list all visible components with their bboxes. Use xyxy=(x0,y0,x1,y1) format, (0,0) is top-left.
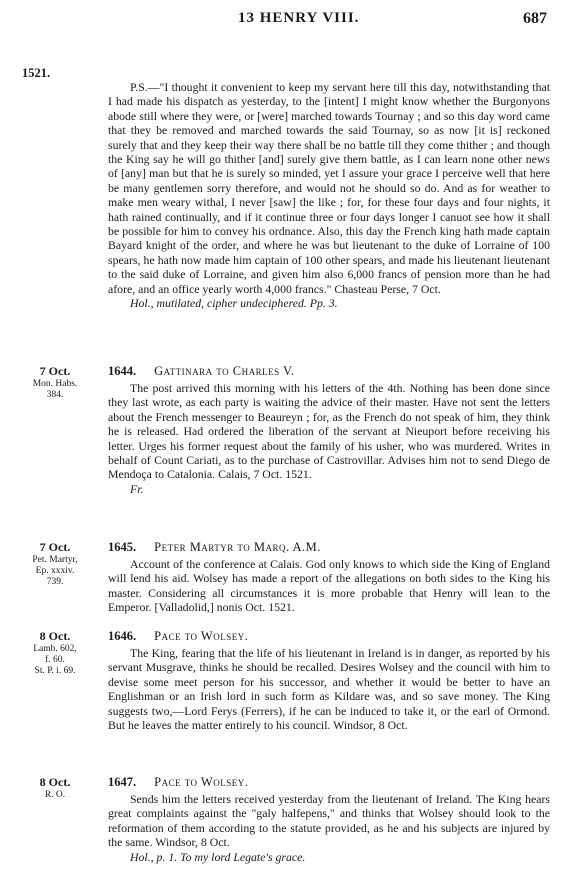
entry-date: 8 Oct. xyxy=(39,629,71,643)
entry-text: Account of the conference at Calais. God only knows to which side the King of England will lend his aid. Wolsey has made a report of the allegations on both sides to the King his master. Considering all circumstances it is more probable that Henry will lean to the Emperor. [Valladolid,] nonis Oct. 1521. xyxy=(108,557,550,615)
entry-1645-margin xyxy=(16,540,94,588)
entry-1645-body xyxy=(108,557,550,615)
entry-ref: Lamb. 602, xyxy=(33,644,77,654)
entry-text: Sends him the letters received yesterday from the lieutenant of Ireland. The King hears great complaints against the "galy halfepens," and thinks that Wolsey should look to the reformation of them according to the statute provided, as he and his subjects are injured by the same. Windsor, 8 Oct. xyxy=(108,792,550,850)
entry-date: 8 Oct. xyxy=(39,775,71,789)
entry-date: 7 Oct. xyxy=(39,364,71,378)
ps-text: P.S.—"I thought it convenient to keep my servant here till this day, notwithstanding that I had made his dispatch as yesterday, to the [intent] I might know whether the Burgonyons abode still where they were, or [were] marched towards Tournay ; and so this day word came that they be removed and marched towards the said Tournay, so as now [it is] reckoned surely that and they keep their way there shall be no battle till they come thither ; and though the King say he will go thither [and] surely give them battle, as I can learn none other news of [any] man but that he is surely so minded, yet I assure your grace I perceive well that here be many gentlemen sorry therefore, and would not he should so do. And as for weather to make men weary withal, I never [saw] the like ; for, for these four days and four nights, it hath rained continually, and if it continue three or four days longer I canuot see how it shall be possible for him to convey his ordnance. Also, this day the French king hath made captain Bayard knight of the order, and where he was but lieutenant to the duke of Lorraine of 100 spears, he hath now made him captain of 100 other spears, and made his lieutenant lieutenant to the said duke of Lorraine, and given him also 6,000 francs of pension more than he had afore, and an office yearly worth 4,000 francs." Chasteau Perse, 7 Oct. xyxy=(108,80,550,296)
entry-1644-body xyxy=(108,381,550,496)
entry-ref: 739. xyxy=(46,577,64,587)
entry-text: The post arrived this morning with his letters of the 4th. Nothing has been done since they last wrote, as each party is waiting the advice of their master. Have not sent the letters about the French messenger to Beaureyn ; for, as the French do not speak of him, they think he is released. Had ordered the liberation of the servant at Nieuport before receiving his letter. Urges his former request about the family of his usher, who was murdered. Writes in behalf of Count Cariati, as to the purchase of Castrovillar. Advises him not to send Diego de Mendoça to Catalonia. Calais, 7 Oct. 1521. xyxy=(108,381,550,482)
entry-1647-margin xyxy=(16,775,94,801)
entry-title: Gattinara to Charles V. xyxy=(154,364,295,378)
entry-1644-heading xyxy=(108,364,550,379)
entry-1646-margin xyxy=(16,629,94,677)
ps-source: Hol., mutilated, cipher undeciphered. Pp. 3. xyxy=(130,296,338,311)
entry-title: Pace to Wolsey. xyxy=(154,775,249,789)
running-head: 13 HENRY VIII. xyxy=(238,10,360,26)
entry-number: 1647. xyxy=(108,775,137,789)
entry-source: Fr. xyxy=(130,481,144,496)
entry-1644-margin xyxy=(16,364,94,401)
entry-title: Peter Martyr to Marq. A.M. xyxy=(154,540,321,554)
entry-1646-body xyxy=(108,646,550,732)
entry-ref: Ep. xxxiv. xyxy=(35,566,75,576)
entry-ref: 384. xyxy=(46,390,64,400)
entry-1647-body xyxy=(108,792,550,864)
margin-year: 1521. xyxy=(22,66,51,80)
entry-ref: Pet. Martyr, xyxy=(32,555,78,565)
entry-source: Hol., p. 1. To my lord Legate's grace. xyxy=(130,849,306,864)
entry-date: 7 Oct. xyxy=(39,540,71,554)
entry-ref: St. P. i. 69. xyxy=(34,666,76,676)
entry-ref: Mon. Habs. xyxy=(32,379,78,389)
entry-ref: f. 60. xyxy=(45,655,65,665)
entry-1646-heading xyxy=(108,629,550,644)
entry-title: Pace to Wolsey. xyxy=(154,629,249,643)
entry-number: 1645. xyxy=(108,540,137,554)
entry-number: 1644. xyxy=(108,364,137,378)
page-number: 687 xyxy=(523,10,547,27)
entry-text: The King, fearing that the life of his lieutenant in Ireland is in danger, as reported by his servant Musgrave, thinks he should be recalled. Desires Wolsey and the council with him to devise some meet person for his successor, and whether it would be better to have an Englishman or an Irish lord in such form as Kildare was, and so save money. The King suggests two,—Lord Ferys (Ferrers), if he can be induced to take it, or the earl of Ormond. But he leaves the matter entirely to his council. Windsor, 8 Oct. xyxy=(108,646,550,733)
entry-ref: R. O. xyxy=(44,790,66,800)
entry-1647-heading xyxy=(108,775,550,790)
ps-paragraph xyxy=(108,80,550,311)
entry-1645-heading xyxy=(108,540,550,555)
page-header xyxy=(0,10,567,34)
entry-number: 1646. xyxy=(108,629,137,643)
